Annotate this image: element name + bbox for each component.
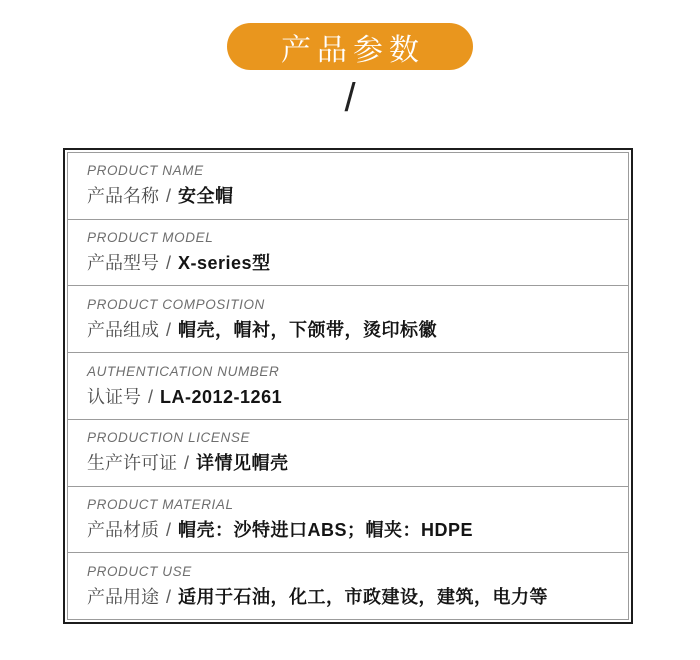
spec-label-zh: 产品名称 [87,186,159,207]
spec-value: 帽壳，帽衬，下颌带，烫印标徽 [178,319,438,340]
spec-label-zh: 认证号 [87,386,141,407]
spec-line [87,383,620,409]
spec-label-en: PRODUCT NAME [87,163,204,179]
spec-table-inner [67,152,629,620]
spec-line [87,516,620,542]
spec-separator: / [166,519,172,540]
spec-line [87,583,620,609]
spec-row-product-name [68,153,628,220]
spec-label-zh: 产品组成 [87,319,159,340]
spec-label-en: PRODUCT MATERIAL [87,496,234,512]
slash-divider: / [344,76,356,120]
spec-line [87,249,620,275]
section-title: 产品参数 [281,33,425,67]
spec-label-zh: 产品型号 [87,253,159,274]
spec-line [87,449,620,475]
spec-row-product-composition [68,286,628,353]
spec-separator: / [166,186,172,207]
spec-row-production-license [68,420,628,487]
spec-label-zh: 生产许可证 [87,453,177,474]
spec-row-product-material [68,487,628,554]
spec-value: 帽壳：沙特进口ABS；帽夹：HDPE [178,519,474,540]
spec-value: 适用于石油，化工，市政建设，建筑，电力等 [178,586,549,607]
spec-value: LA-2012-1261 [160,386,283,407]
section-title-badge [227,23,473,70]
spec-label-zh: 产品材质 [87,519,159,540]
spec-label-en: PRODUCT COMPOSITION [87,296,265,312]
page-header [0,0,700,118]
spec-value: 安全帽 [178,186,234,207]
spec-line [87,316,620,342]
spec-line [87,182,620,208]
spec-value: 详情见帽壳 [196,453,289,474]
spec-label-en: PRODUCTION LICENSE [87,430,251,446]
spec-label-en: AUTHENTICATION NUMBER [87,363,280,379]
spec-row-product-use [68,553,628,619]
spec-separator: / [166,253,172,274]
spec-separator: / [166,586,172,607]
spec-separator: / [184,453,190,474]
spec-row-product-model [68,220,628,287]
spec-table [63,148,633,624]
spec-label-en: PRODUCT USE [87,563,192,579]
spec-label-zh: 产品用途 [87,586,159,607]
spec-separator: / [166,319,172,340]
spec-separator: / [148,386,154,407]
spec-value: X-series型 [178,253,271,274]
spec-row-authentication-number [68,353,628,420]
spec-label-en: PRODUCT MODEL [87,230,214,246]
